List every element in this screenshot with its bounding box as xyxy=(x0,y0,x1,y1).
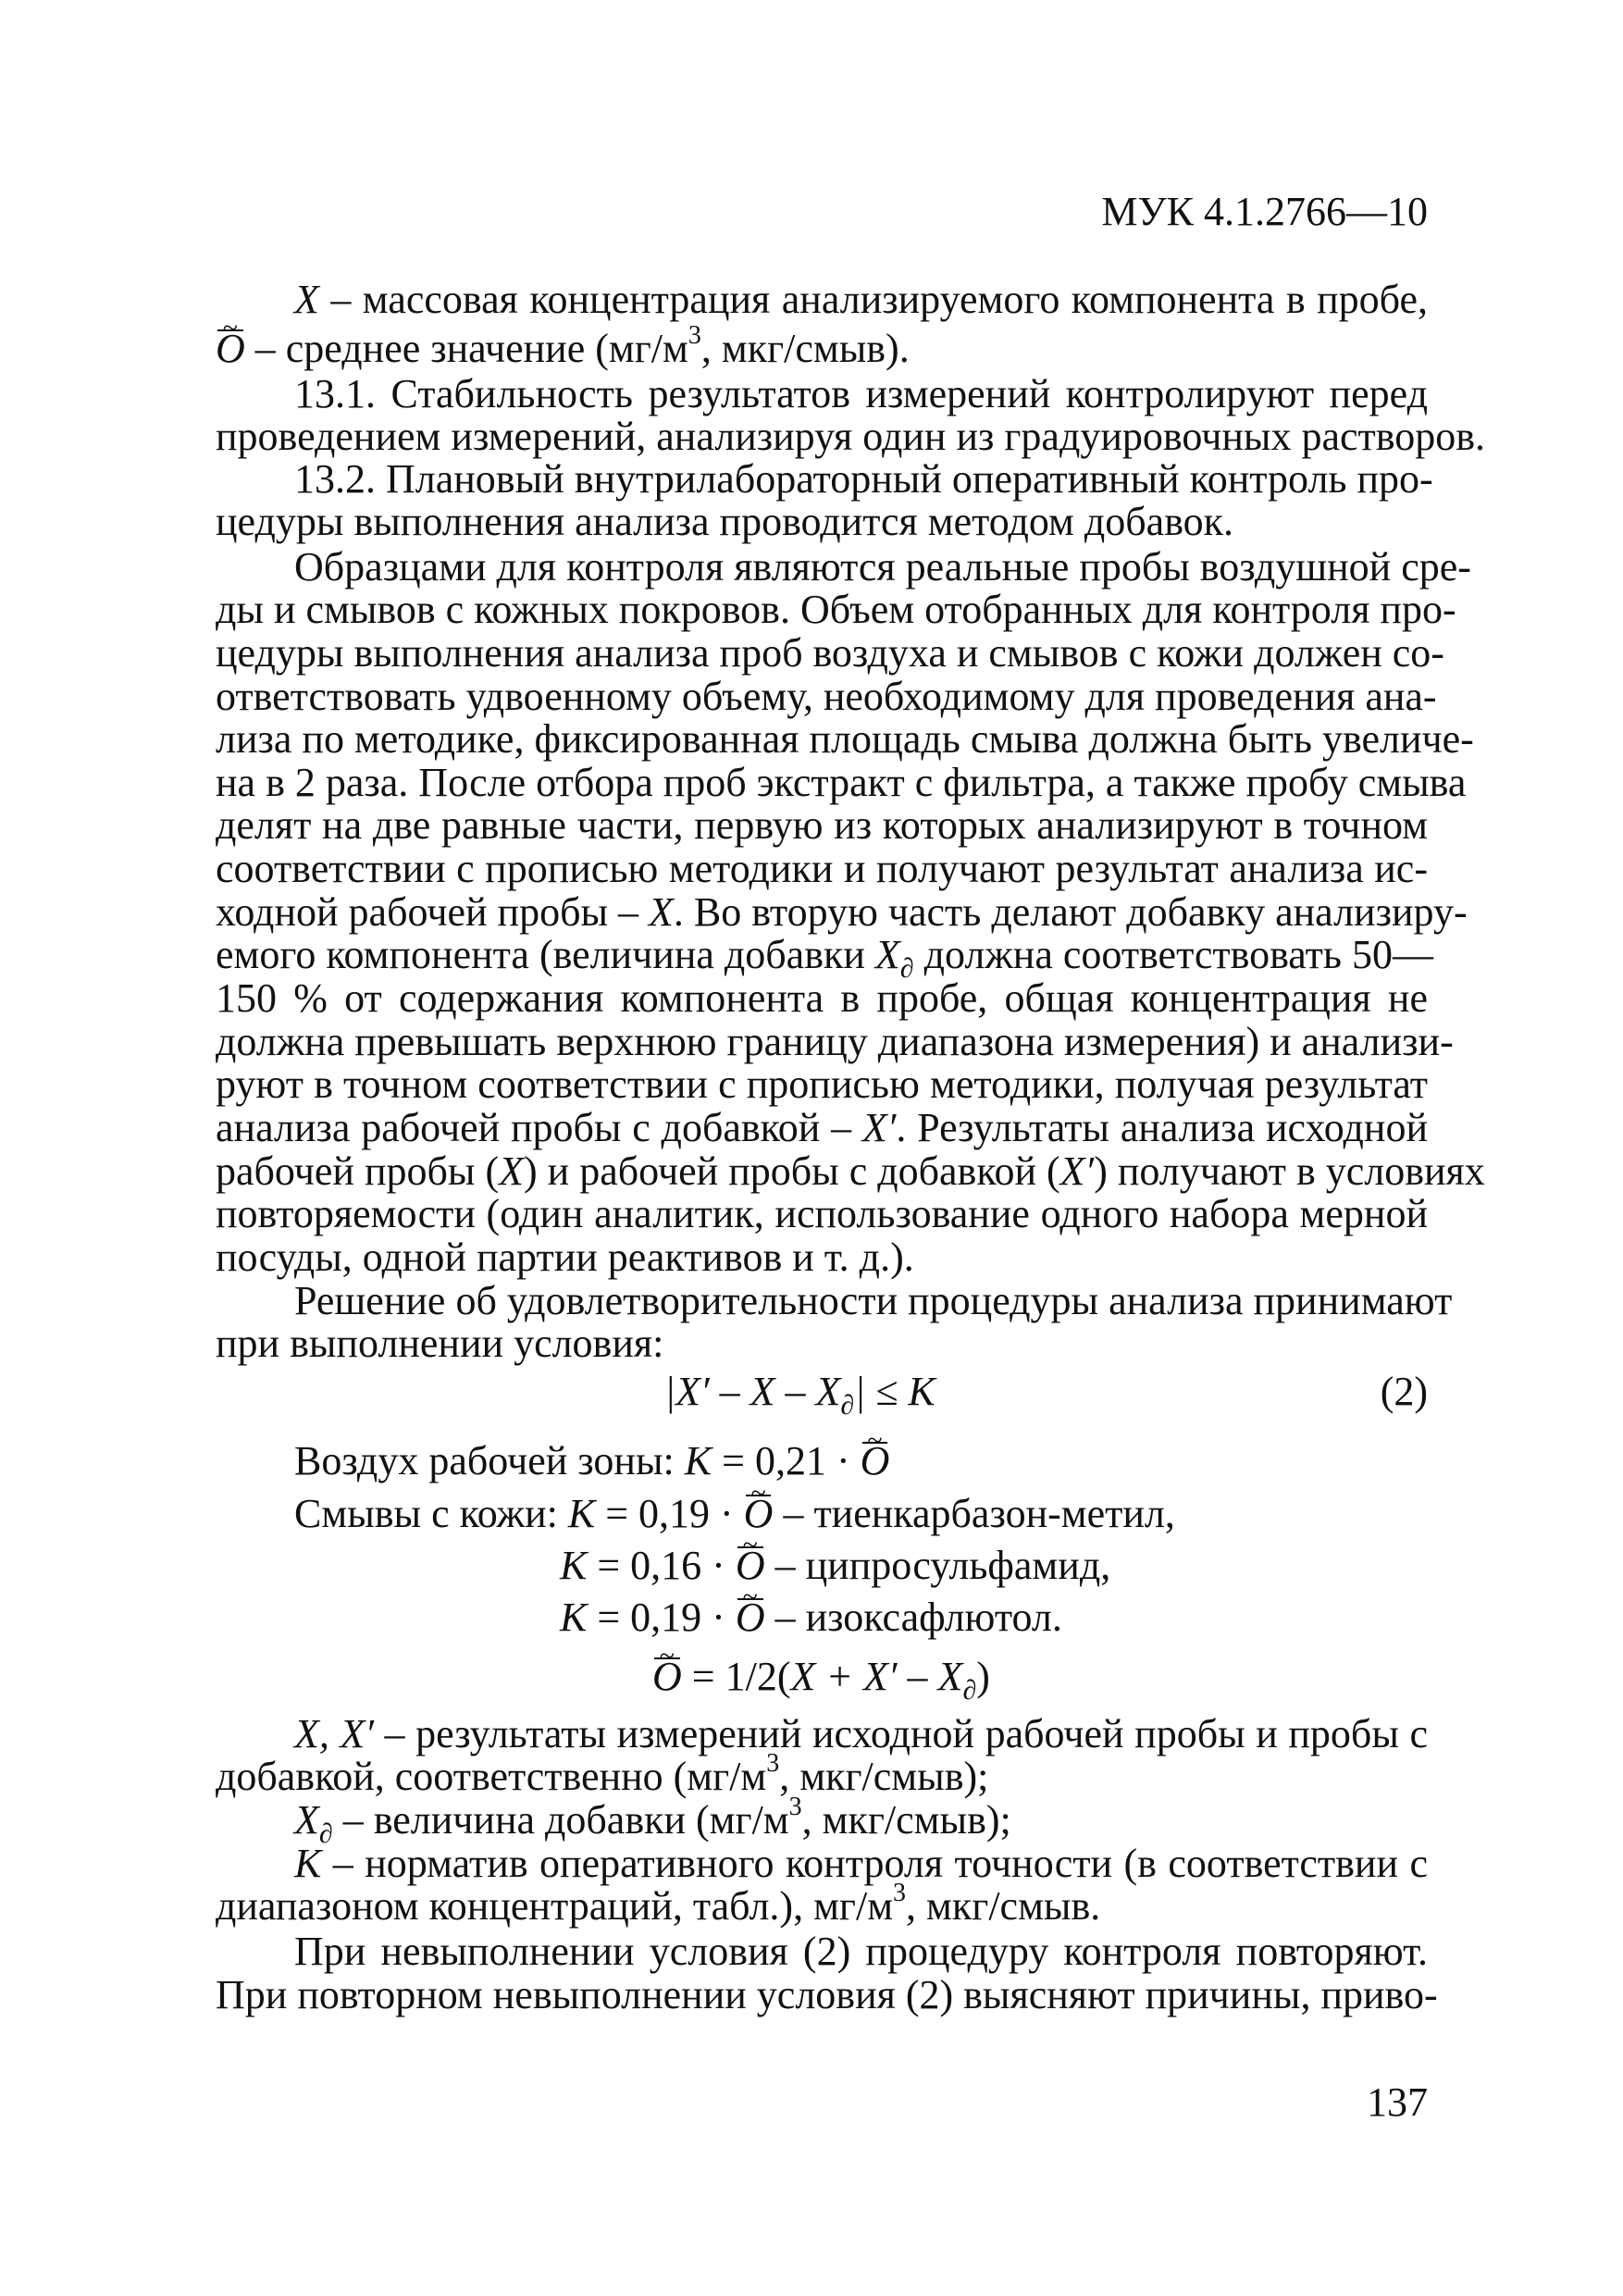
skin-norm-line xyxy=(560,1544,1623,1588)
text-span: = 1/2( xyxy=(681,1654,791,1699)
text-line: ответствовать удвоенному объему, необходимому для проведения ана- xyxy=(216,674,1437,719)
text-line: ды и смывов с кожных покровов. Объем отобранных для контроля про- xyxy=(216,587,1456,632)
equation-text: | ≤ K xyxy=(854,1369,935,1414)
skin-norm-line xyxy=(560,1595,1623,1640)
text-line: при выполнении условия: xyxy=(216,1321,664,1366)
symbol-x: X xyxy=(499,1148,525,1194)
text-line xyxy=(216,932,1433,984)
text-line xyxy=(294,1712,1428,1756)
text-span: = 0,19 · xyxy=(595,1491,744,1536)
text-line: повторяемости (один аналитик, использование одного набора мерной xyxy=(216,1191,1428,1236)
text-span: , мкг/смыв); xyxy=(779,1754,989,1799)
superscript: 3 xyxy=(688,321,701,351)
superscript: 3 xyxy=(893,1879,907,1908)
symbol-x: X xyxy=(649,889,674,935)
text-span: емого компонента (величина добавки xyxy=(216,932,875,977)
text-span: – ципросульфамид, xyxy=(764,1543,1111,1588)
text-line xyxy=(216,1148,1485,1194)
subscript: ∂ xyxy=(899,952,914,984)
text-line xyxy=(216,889,1468,935)
mean-symbol: O ~ xyxy=(736,1595,765,1640)
text-span: Воздух рабочей зоны: xyxy=(294,1438,685,1483)
text-line: 13.1. Стабильность результатов измерений контролируют перед xyxy=(294,371,1428,416)
text-span: ) xyxy=(976,1654,990,1699)
text-line xyxy=(216,321,1428,371)
mean-symbol: O ~ xyxy=(744,1492,774,1536)
text-span: – тиенкарбазон-метил, xyxy=(773,1491,1175,1536)
text-span: , мкг/смыв); xyxy=(801,1797,1011,1843)
skin-norm-line xyxy=(294,1492,1506,1536)
equation-text: |X′ – X – X xyxy=(664,1369,841,1414)
symbol-k: K xyxy=(567,1491,596,1536)
page-number: 137 xyxy=(1367,2079,1428,2125)
text-line: При повторном невыполнении условия (2) выясняют причины, приво- xyxy=(216,1972,1438,2017)
text-span: – массовая концентрация анализируемого компонента в пробе, xyxy=(318,277,1428,322)
text-line xyxy=(294,278,1428,322)
text-line xyxy=(294,1793,1506,1849)
text-span: . Во вторую часть делают добавку анализиру- xyxy=(673,889,1468,935)
text-span: диапазоном концентраций, табл.), мг/м xyxy=(216,1883,894,1929)
subscript: ∂ xyxy=(318,1818,333,1849)
text-line xyxy=(216,1879,1428,1929)
text-span: Смывы с кожи: xyxy=(294,1491,568,1536)
text-line: лиза по методике, фиксированная площадь смыва должна быть увеличе- xyxy=(216,716,1474,762)
text-line: 150 % от содержания компонента в пробе, общая концентрация не xyxy=(216,975,1428,1021)
text-line: на в 2 раза. После отбора проб экстракт с фильтра, а также пробу смыва xyxy=(216,760,1467,805)
text-line: 13.2. Плановый внутрилабораторный оперативный контроль про- xyxy=(294,456,1433,502)
symbol-xp: X′ xyxy=(861,1105,897,1150)
mean-symbol: O ~ xyxy=(861,1439,890,1483)
text-span: , мкг/смыв). xyxy=(700,326,910,371)
text-line: посуды, одной партии реактивов и т. д.). xyxy=(216,1235,914,1280)
text-span: = 0,16 · xyxy=(587,1543,736,1588)
text-line: руют в точном соответствии с прописью методики, получая результат xyxy=(216,1061,1428,1107)
text-line: делят на две равные части, первую из которых анализируют в точном xyxy=(216,802,1428,848)
text-span: – норматив оперативного контроля точности (в соответствии с xyxy=(321,1841,1428,1886)
text-line xyxy=(216,1106,1428,1150)
mean-symbol: O ~ xyxy=(216,327,245,371)
text-line: должна превышать верхнюю границу диапазона измерения) и анализи- xyxy=(216,1019,1454,1064)
symbol-k: K xyxy=(684,1438,712,1483)
symbol-xd: X xyxy=(874,932,900,977)
symbol-x-xp: X, X′ xyxy=(294,1711,374,1756)
text-span: , мкг/смыв. xyxy=(906,1883,1101,1929)
symbol-k: K xyxy=(294,1841,322,1886)
text-span: добавкой, соответственно (мг/м xyxy=(216,1754,767,1799)
text-span: = 0,21 · xyxy=(712,1438,861,1483)
text-span: рабочей пробы ( xyxy=(216,1148,500,1194)
air-norm-line xyxy=(294,1439,1506,1483)
text-span: – результаты измерений исходной рабочей пробы и пробы с xyxy=(373,1711,1428,1756)
mean-symbol: O ~ xyxy=(736,1544,765,1588)
text-line: цедуры выполнения анализа проб воздуха и смывов с кожи должен со- xyxy=(216,630,1444,676)
text-span: – величина добавки (мг/м xyxy=(332,1797,789,1843)
text-line xyxy=(216,1749,1428,1799)
text-span: = 0,19 · xyxy=(587,1595,736,1640)
equation-number: (2) xyxy=(1380,1369,1428,1414)
subscript: ∂ xyxy=(840,1389,855,1421)
text-span: ходной рабочей пробы – xyxy=(216,889,650,935)
symbol-x: X xyxy=(294,277,319,322)
text-line: Образцами для контроля являются реальные пробы воздушной сре- xyxy=(294,544,1471,590)
text-line: соответствии с прописью методики и получают результат анализа ис- xyxy=(216,846,1428,891)
superscript: 3 xyxy=(766,1749,780,1779)
text-span: анализа рабочей пробы с добавкой – xyxy=(216,1105,862,1150)
text-span: ) получают в условиях xyxy=(1094,1148,1485,1194)
subscript: ∂ xyxy=(962,1674,977,1706)
text-span: – среднее значение (мг/м xyxy=(244,326,688,371)
text-line: проведением измерений, анализируя один из градуировочных растворов. xyxy=(216,414,1485,459)
equation-condition xyxy=(664,1369,1035,1421)
text-span: должна соответствовать 50— xyxy=(913,932,1433,977)
text-line xyxy=(294,1842,1428,1886)
text-span: ) и рабочей пробы с добавкой ( xyxy=(524,1148,1060,1194)
text-line: цедуры выполнения анализа проводится методом добавок. xyxy=(216,499,1234,544)
equation-text: X + X′ – X xyxy=(790,1654,963,1699)
text-span: . Результаты анализа исходной xyxy=(896,1105,1428,1150)
symbol-k: K xyxy=(560,1543,588,1588)
mean-equation xyxy=(652,1654,1115,1706)
mean-symbol: O ~ xyxy=(652,1655,682,1699)
text-span: – изоксафлютол. xyxy=(764,1595,1062,1640)
symbol-xp: X′ xyxy=(1059,1148,1095,1194)
symbol-k: K xyxy=(560,1595,588,1640)
symbol-xd: X xyxy=(294,1797,319,1843)
text-line: Решение об удовлетворительности процедуры анализа принимают xyxy=(294,1278,1453,1323)
text-line: При невыполнении условия (2) процедуру контроля повторяют. xyxy=(294,1929,1428,1974)
superscript: 3 xyxy=(788,1793,802,1822)
running-header: МУК 4.1.2766—10 xyxy=(1101,189,1428,234)
